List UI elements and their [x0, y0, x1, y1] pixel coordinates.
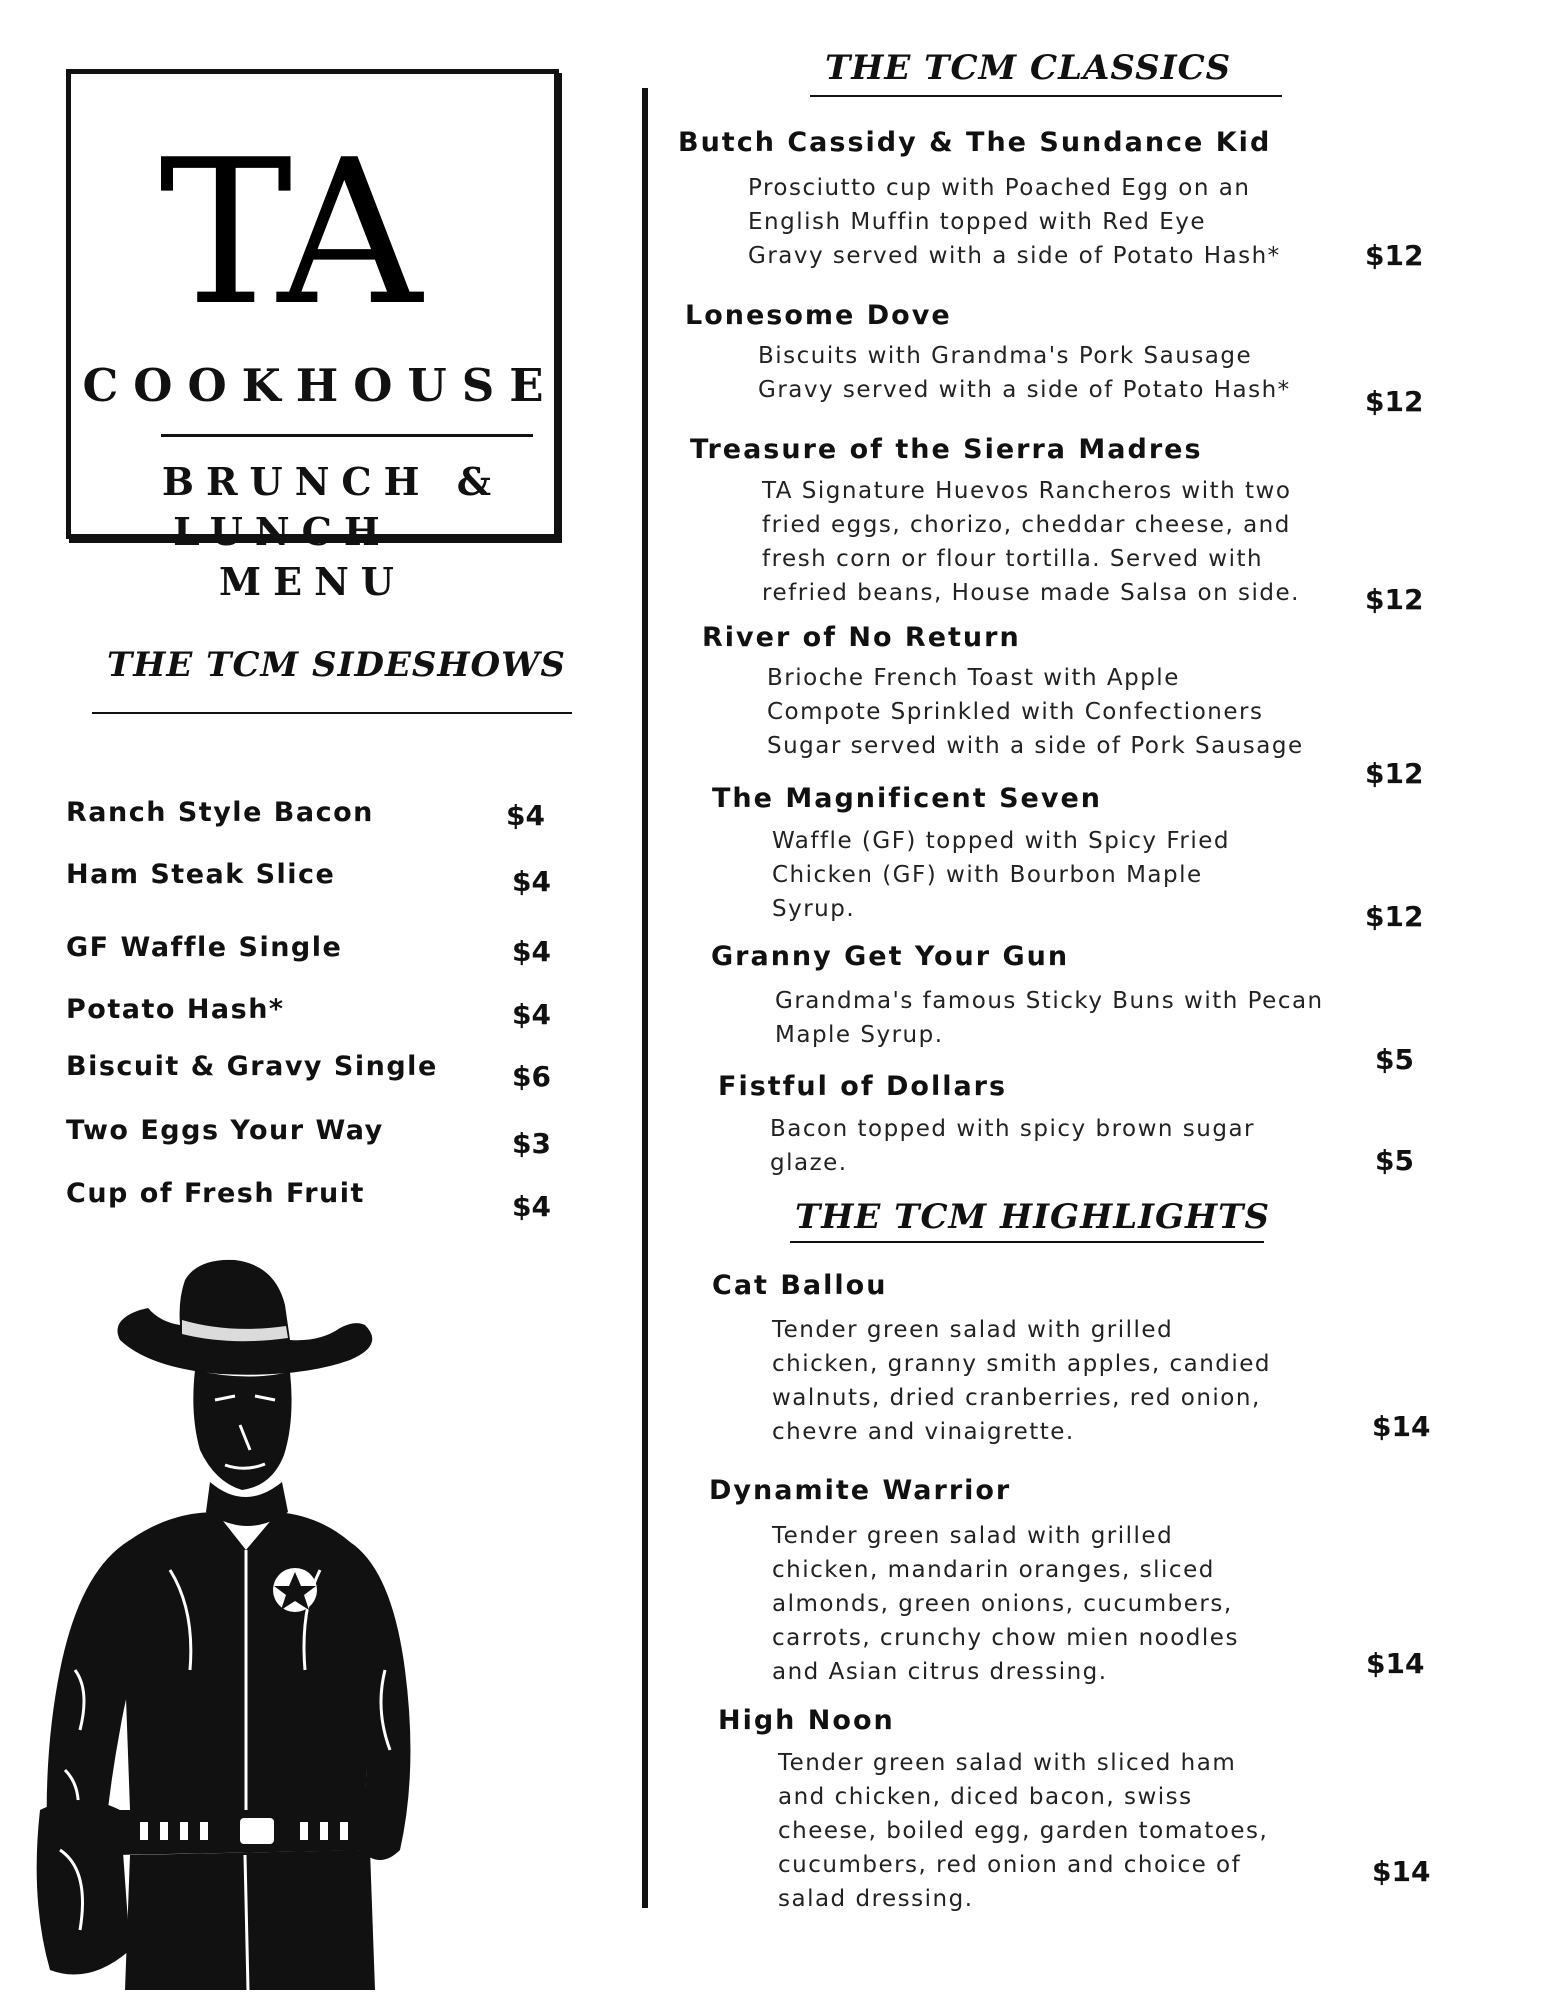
menu-item-price: $12 — [1365, 385, 1424, 418]
logo-monogram: TA — [159, 117, 418, 350]
menu-item-description: TA Signature Huevos Rancheros with two fried eggs, chorizo, cheddar cheese, and fresh corn or flour tortilla. Served with refried beans, House made Salsa on side. — [762, 478, 1300, 606]
menu-item-price: $5 — [1375, 1043, 1414, 1076]
menu-item-price: $14 — [1372, 1410, 1431, 1443]
sideshow-item-price: $4 — [512, 998, 551, 1031]
menu-item-name: High Noon — [718, 1705, 895, 1736]
menu-item-name: Fistful of Dollars — [718, 1071, 1008, 1102]
sideshow-item-price: $4 — [512, 935, 551, 968]
menu-item-price: $12 — [1365, 583, 1424, 616]
classics-title: THE TCM CLASSICS — [825, 48, 1232, 88]
menu-item-description: Prosciutto cup with Poached Egg on an English Muffin topped with Red Eye Gravy served with a side of Potato Hash* — [748, 175, 1281, 269]
menu-item-description: Tender green salad with sliced ham and chicken, diced bacon, swiss cheese, boiled egg, garden tomatoes, cucumbers, red onion and choice of salad dressing. — [778, 1750, 1269, 1912]
menu-item-name: Butch Cassidy & The Sundance Kid — [678, 127, 1272, 158]
sideshow-item-price: $3 — [512, 1127, 551, 1160]
menu-item-description: Brioche French Toast with Apple Compote Sprinkled with Confectioners Sugar served with a side of Pork Sausage — [767, 665, 1304, 759]
menu-item-name: Cat Ballou — [712, 1270, 888, 1301]
menu-item-price: $12 — [1365, 239, 1424, 272]
menu-item-price: $14 — [1372, 1855, 1431, 1888]
cowboy-sheriff-illustration-icon — [20, 1250, 440, 1990]
menu-item-name: Dynamite Warrior — [709, 1475, 1012, 1506]
highlights-title: THE TCM HIGHLIGHTS — [795, 1197, 1271, 1237]
logo-divider — [161, 434, 533, 437]
menu-item-price: $14 — [1366, 1647, 1425, 1680]
menu-item-price: $12 — [1365, 757, 1424, 790]
menu-item-description: Waffle (GF) topped with Spicy Fried Chicken (GF) with Bourbon Maple Syrup. — [772, 828, 1230, 922]
sideshow-item-price: $6 — [512, 1060, 551, 1093]
sideshow-item-name: GF Waffle Single — [66, 932, 343, 963]
logo-subtitle-line: MENU — [219, 559, 406, 604]
logo-subtitle-line: BRUNCH & — [161, 459, 504, 504]
sideshow-item-price: $4 — [512, 1190, 551, 1223]
menu-item-description: Tender green salad with grilled chicken, mandarin oranges, sliced almonds, green onions, cucumbers, carrots, crunchy chow mien noodles and Asian citrus dressing. — [772, 1523, 1239, 1685]
menu-item-price: $5 — [1375, 1144, 1414, 1177]
menu-item-name: The Magnificent Seven — [712, 783, 1102, 814]
sideshow-item-price: $4 — [512, 865, 551, 898]
logo-box — [66, 69, 559, 604]
menu-item-name: Treasure of the Sierra Madres — [690, 434, 1203, 465]
menu-item-description: Bacon topped with spicy brown sugar glaze. — [770, 1116, 1256, 1176]
sideshow-item-name: Potato Hash* — [66, 994, 285, 1025]
highlights-rule — [790, 1241, 1264, 1243]
sideshow-item-name: Two Eggs Your Way — [66, 1115, 384, 1146]
menu-item-price: $12 — [1365, 900, 1424, 933]
menu-item-description: Tender green salad with grilled chicken, granny smith apples, candied walnuts, dried cranberries, red onion, chevre and vinaigrette. — [772, 1317, 1272, 1445]
sideshows-title: THE TCM SIDESHOWS — [107, 645, 566, 685]
sideshows-rule — [92, 712, 572, 714]
menu-item-description: Biscuits with Grandma's Pork Sausage Gravy served with a side of Potato Hash* — [758, 343, 1291, 403]
menu-item-name: River of No Return — [702, 622, 1021, 653]
sideshow-item-name: Ranch Style Bacon — [66, 797, 374, 828]
classics-rule — [810, 95, 1282, 97]
logo-subtitle-line: LUNCH — [173, 509, 392, 554]
sideshow-item-name: Cup of Fresh Fruit — [66, 1178, 365, 1209]
sideshow-item-name: Ham Steak Slice — [66, 859, 336, 890]
menu-item-description: Grandma's famous Sticky Buns with Pecan Maple Syrup. — [775, 988, 1324, 1048]
column-divider — [642, 88, 648, 1908]
sideshow-item-name: Biscuit & Gravy Single — [66, 1051, 438, 1082]
menu-item-name: Granny Get Your Gun — [711, 941, 1070, 972]
menu-item-name: Lonesome Dove — [685, 300, 952, 331]
logo-name: COOKHOUSE — [82, 359, 559, 412]
sideshow-item-price: $4 — [506, 799, 545, 832]
